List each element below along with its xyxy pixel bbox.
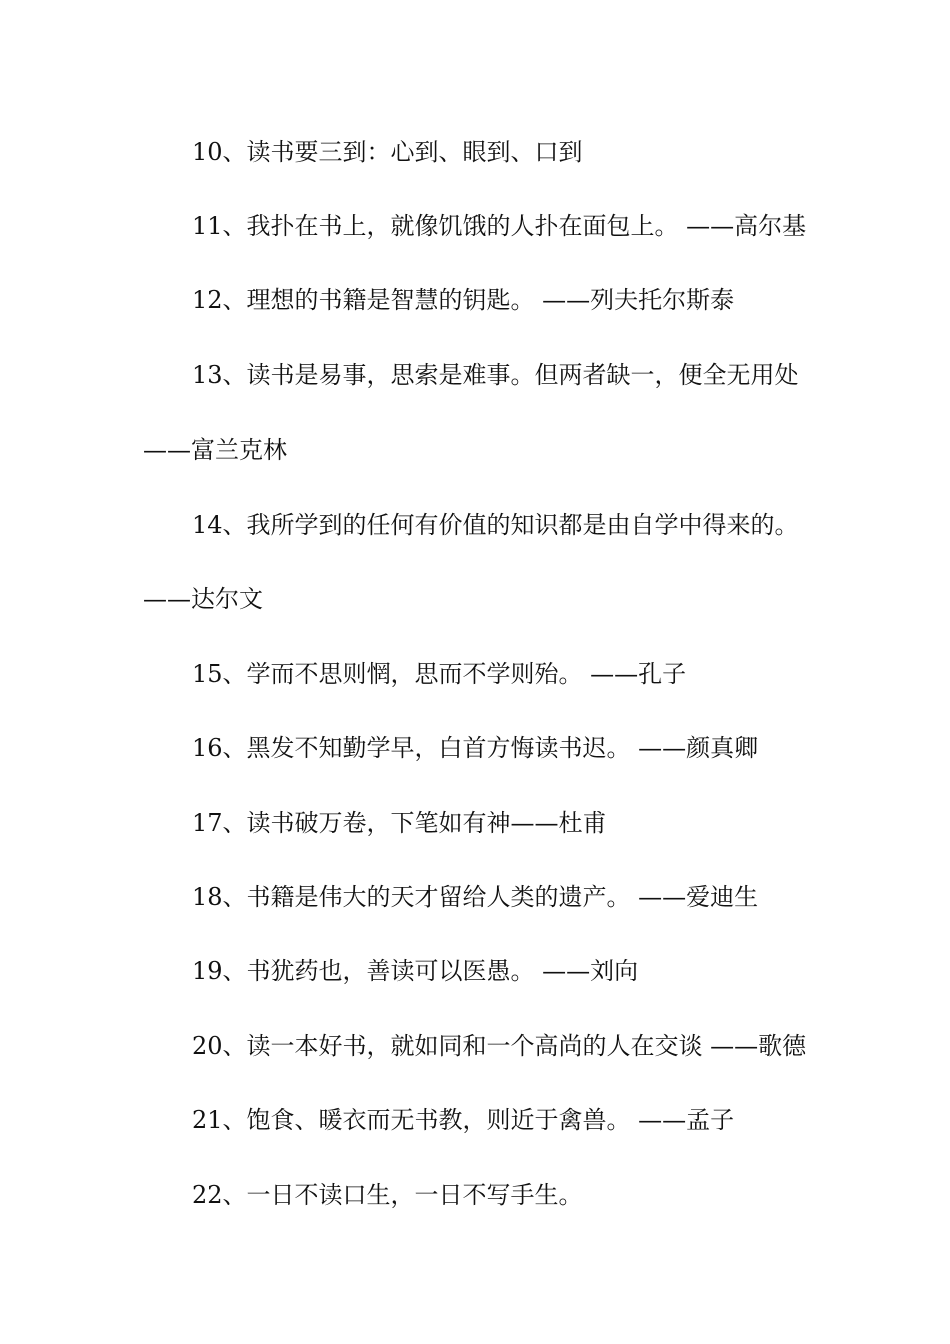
- quote-line-13-author: ——富兰克林: [143, 436, 287, 464]
- quote-line-16: 16、黑发不知勤学早，白首方悔读书迟。 ——颜真卿: [192, 734, 759, 762]
- quote-line-18: 18、书籍是伟大的天才留给人类的遗产。 ——爱迪生: [192, 883, 759, 911]
- quote-line-22: 22、一日不读口生，一日不写手生。: [192, 1181, 583, 1209]
- quote-line-15: 15、学而不思则惘，思而不学则殆。 ——孔子: [192, 660, 687, 688]
- quote-line-10: 10、读书要三到：心到、眼到、口到: [192, 138, 583, 166]
- quote-line-21: 21、饱食、暖衣而无书教，则近于禽兽。 ——孟子: [192, 1106, 735, 1134]
- quote-line-17: 17、读书破万卷，下笔如有神——杜甫: [192, 809, 607, 837]
- quote-line-20: 20、读一本好书，就如同和一个高尚的人在交谈 ——歌德: [192, 1032, 807, 1060]
- quote-line-14-author: ——达尔文: [143, 585, 263, 613]
- quote-line-19: 19、书犹药也，善读可以医愚。 ——刘向: [192, 957, 639, 985]
- quote-line-11: 11、我扑在书上，就像饥饿的人扑在面包上。 ——高尔基: [192, 212, 807, 240]
- quote-line-14: 14、我所学到的任何有价值的知识都是由自学中得来的。: [192, 511, 799, 539]
- quote-line-13: 13、读书是易事，思索是难事。但两者缺一，便全无用处: [192, 361, 799, 389]
- quote-line-12: 12、理想的书籍是智慧的钥匙。 ——列夫托尔斯泰: [192, 286, 735, 314]
